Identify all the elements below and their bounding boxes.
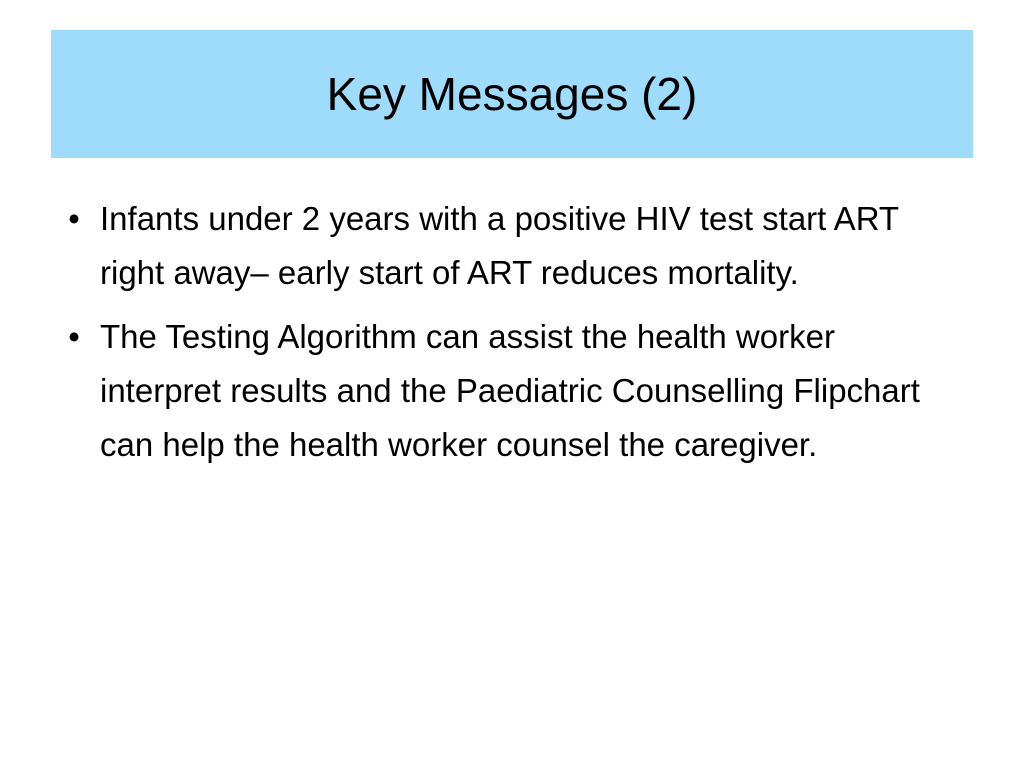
bullet-item xyxy=(60,192,940,300)
bullet-icon: • xyxy=(68,318,80,355)
bullet-icon: • xyxy=(68,200,80,237)
bullet-item xyxy=(60,310,940,472)
slide-title: Key Messages (2) xyxy=(326,68,698,120)
bullet-list xyxy=(60,192,940,472)
title-bar xyxy=(51,30,973,158)
bullet-text: The Testing Algorithm can assist the health worker interpret results and the Paediatric Counselling Flipchart can help the health worker counsel the caregiver. xyxy=(100,318,920,463)
slide-body xyxy=(60,192,940,482)
bullet-text: Infants under 2 years with a positive HIV test start ART right away– early start of ART reduces mortality. xyxy=(100,200,899,291)
